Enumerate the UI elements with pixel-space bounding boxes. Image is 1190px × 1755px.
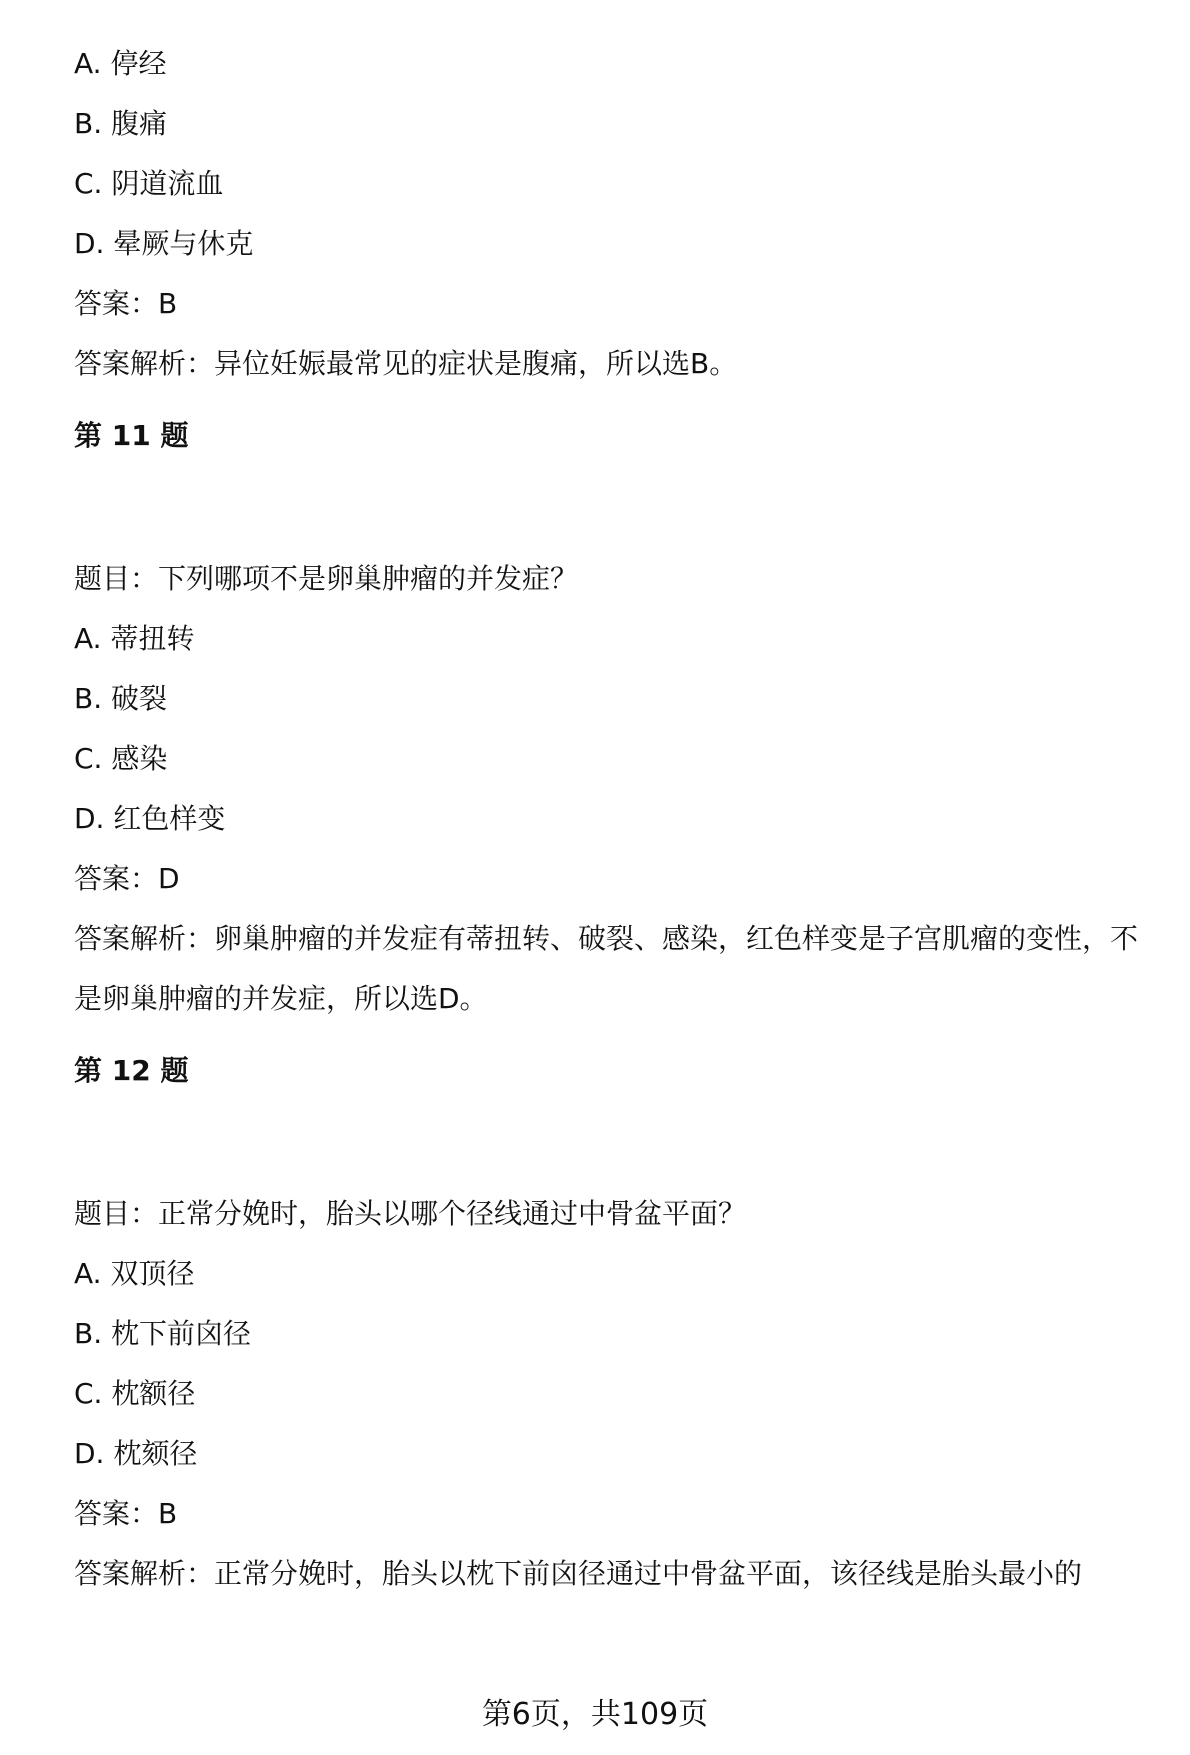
answer: 答案：B bbox=[74, 287, 178, 320]
question-11-block bbox=[74, 416, 1144, 1029]
spacer bbox=[74, 456, 1144, 559]
question-12-block bbox=[74, 1051, 1144, 1604]
option-d: D. 晕厥与休克 bbox=[74, 227, 254, 260]
spacer bbox=[74, 1091, 1144, 1194]
page-content bbox=[74, 44, 1144, 1604]
option-b: B. 腹痛 bbox=[74, 107, 168, 140]
answer-explanation: 答案解析：异位妊娠最常见的症状是腹痛，所以选B。 bbox=[74, 347, 738, 380]
option-a: A. 蒂扭转 bbox=[74, 622, 195, 655]
question-10-block bbox=[74, 44, 1144, 394]
answer: 答案：D bbox=[74, 862, 180, 895]
option-a: A. 停经 bbox=[74, 47, 167, 80]
answer-explanation: 答案解析：卵巢肿瘤的并发症有蒂扭转、破裂、感染，红色样变是子宫肌瘤的变性，不是卵巢肿瘤的并发症，所以选D。 bbox=[74, 922, 1139, 1015]
option-c: C. 枕额径 bbox=[74, 1377, 196, 1410]
question-text: 题目：下列哪项不是卵巢肿瘤的并发症？ bbox=[74, 562, 579, 595]
spacer bbox=[74, 1029, 1144, 1051]
page-number-footer: 第6页，共109页 bbox=[481, 1697, 709, 1732]
option-d: D. 红色样变 bbox=[74, 802, 226, 835]
question-heading: 第 11 题 bbox=[74, 419, 189, 452]
option-c: C. 阴道流血 bbox=[74, 167, 224, 200]
option-c: C. 感染 bbox=[74, 742, 168, 775]
option-b: B. 枕下前囟径 bbox=[74, 1317, 252, 1350]
answer: 答案：B bbox=[74, 1497, 178, 1530]
question-heading: 第 12 题 bbox=[74, 1054, 189, 1087]
question-text: 题目：正常分娩时，胎头以哪个径线通过中骨盆平面？ bbox=[74, 1197, 747, 1230]
option-b: B. 破裂 bbox=[74, 682, 168, 715]
option-a: A. 双顶径 bbox=[74, 1257, 195, 1290]
spacer bbox=[74, 394, 1144, 416]
answer-explanation: 答案解析：正常分娩时，胎头以枕下前囟径通过中骨盆平面，该径线是胎头最小的 bbox=[74, 1557, 1083, 1590]
option-d: D. 枕颏径 bbox=[74, 1437, 198, 1470]
